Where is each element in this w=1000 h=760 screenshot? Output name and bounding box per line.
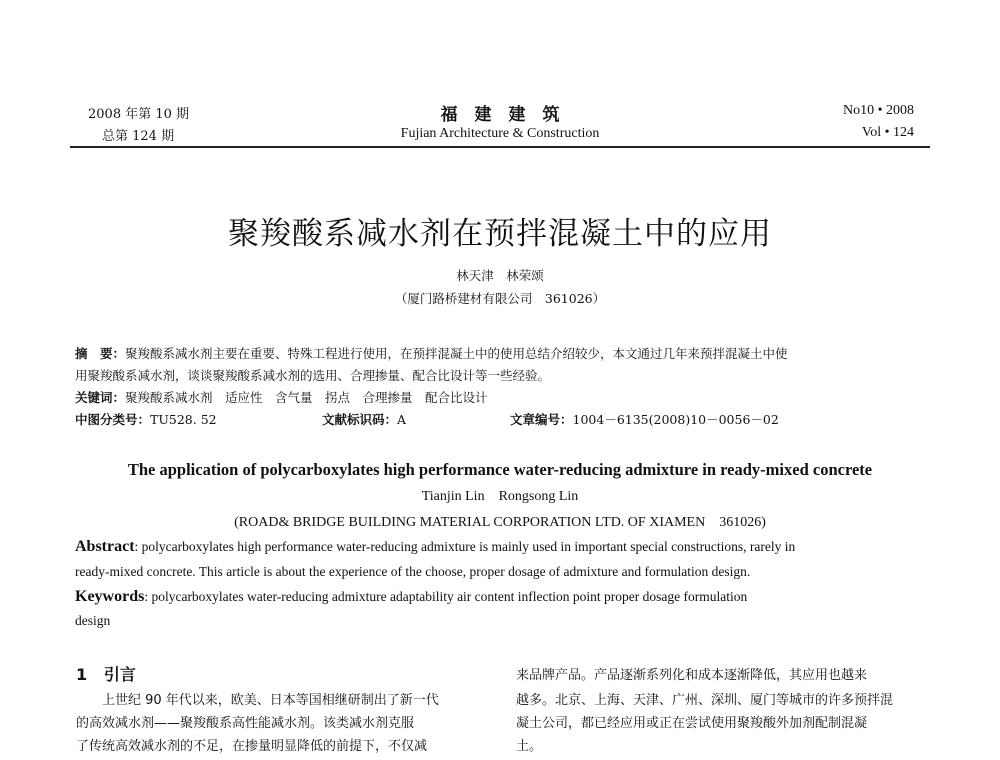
body-right-line: 来品牌产品。产品逐渐系列化和成本逐渐降低，其应用也越来 — [516, 668, 868, 683]
keywords-cn-label: 关键词： — [75, 390, 126, 405]
body-right-line: 凝土公司，都已经应用或正在尝试使用聚羧酸外加剂配制混凝 — [516, 716, 868, 731]
document-code — [322, 410, 406, 428]
article-number-value: 1004－6135(2008)10－0056－02 — [572, 412, 779, 427]
paper-title-cn: 聚羧酸系减水剂在预拌混凝土中的应用 — [228, 216, 772, 252]
issue-number-en: No10 • 2008 — [842, 103, 914, 118]
journal-name-en: Fujian Architecture & Construction — [400, 126, 600, 141]
abstract-cn-line1 — [75, 344, 925, 362]
section-title: 引言 — [103, 665, 136, 684]
classification — [75, 410, 217, 428]
abstract-en-line1 — [75, 538, 925, 556]
header-rule — [70, 146, 930, 148]
document-code-value: A — [397, 412, 407, 427]
body-right-line: 越多。北京、上海、天津、广州、深圳、厦门等城市的许多预拌混 — [516, 693, 894, 708]
total-issue-cn: 总第 124 期 — [102, 129, 175, 144]
affiliation-cn: （厦门路桥建材有限公司 361026） — [394, 291, 606, 306]
body-left-line: 的高效减水剂——聚羧酸系高性能减水剂。该类减水剂克服 — [76, 716, 415, 731]
section-heading — [76, 662, 136, 685]
abstract-en-text: : polycarboxylates high performance water-reducing admixture is mainly used in important special constructions, rarely in — [134, 539, 796, 554]
abstract-cn-label: 摘 要： — [75, 346, 126, 361]
issue-number-cn: 2008 年第 10 期 — [88, 107, 190, 122]
classification-label: 中图分类号： — [75, 412, 151, 427]
keywords-en-line2: design — [75, 613, 111, 628]
abstract-cn-line2: 用聚羧酸系减水剂，谈谈聚羧酸系减水剂的选用、合理掺量、配合比设计等一些经验。 — [75, 368, 551, 383]
keywords-en-text: : polycarboxylates water-reducing admixture adaptability air content inflection point proper dosage formulation — [144, 589, 748, 604]
body-right-line: 土。 — [516, 739, 543, 754]
abstract-en-line2: ready-mixed concrete. This article is about the experience of the choose, proper dosage of admixture and formulation design. — [75, 564, 751, 579]
volume-en: Vol • 124 — [861, 125, 914, 140]
classification-value: TU528. 52 — [150, 412, 217, 427]
affiliation-en: (ROAD& BRIDGE BUILDING MATERIAL CORPORATION LTD. OF XIAMEN 361026) — [234, 515, 766, 530]
body-left-line: 上世纪 90 年代以来，欧美、日本等国相继研制出了新一代 — [76, 693, 439, 708]
keywords-en-line1 — [75, 588, 925, 606]
keywords-en-label: Keywords — [75, 588, 145, 605]
authors-cn: 林天津 林荣颂 — [456, 268, 544, 283]
keywords-cn — [75, 388, 925, 406]
article-number-label: 文章编号： — [510, 412, 573, 427]
journal-name-cn: 福 建 建 筑 — [440, 105, 560, 125]
abstract-cn-text: 聚羧酸系减水剂主要在重要、特殊工程进行使用，在预拌混凝土中的使用总结介绍较少，本文通过几年来预拌混凝土中使 — [125, 346, 788, 361]
section-number: 1 — [76, 665, 88, 684]
authors-en: Tianjin Lin Rongsong Lin — [421, 489, 579, 504]
paper-title-en: The application of polycarboxylates high performance water-reducing admixture in ready-mixed concrete — [127, 460, 873, 479]
abstract-en-label: Abstract — [75, 538, 135, 555]
document-code-label: 文献标识码： — [322, 412, 398, 427]
body-left-line: 了传统高效减水剂的不足，在掺量明显降低的前提下，不仅减 — [76, 739, 428, 754]
article-number — [510, 410, 779, 428]
keywords-cn-text: 聚羧酸系减水剂 适应性 含气量 拐点 合理掺量 配合比设计 — [125, 390, 488, 405]
